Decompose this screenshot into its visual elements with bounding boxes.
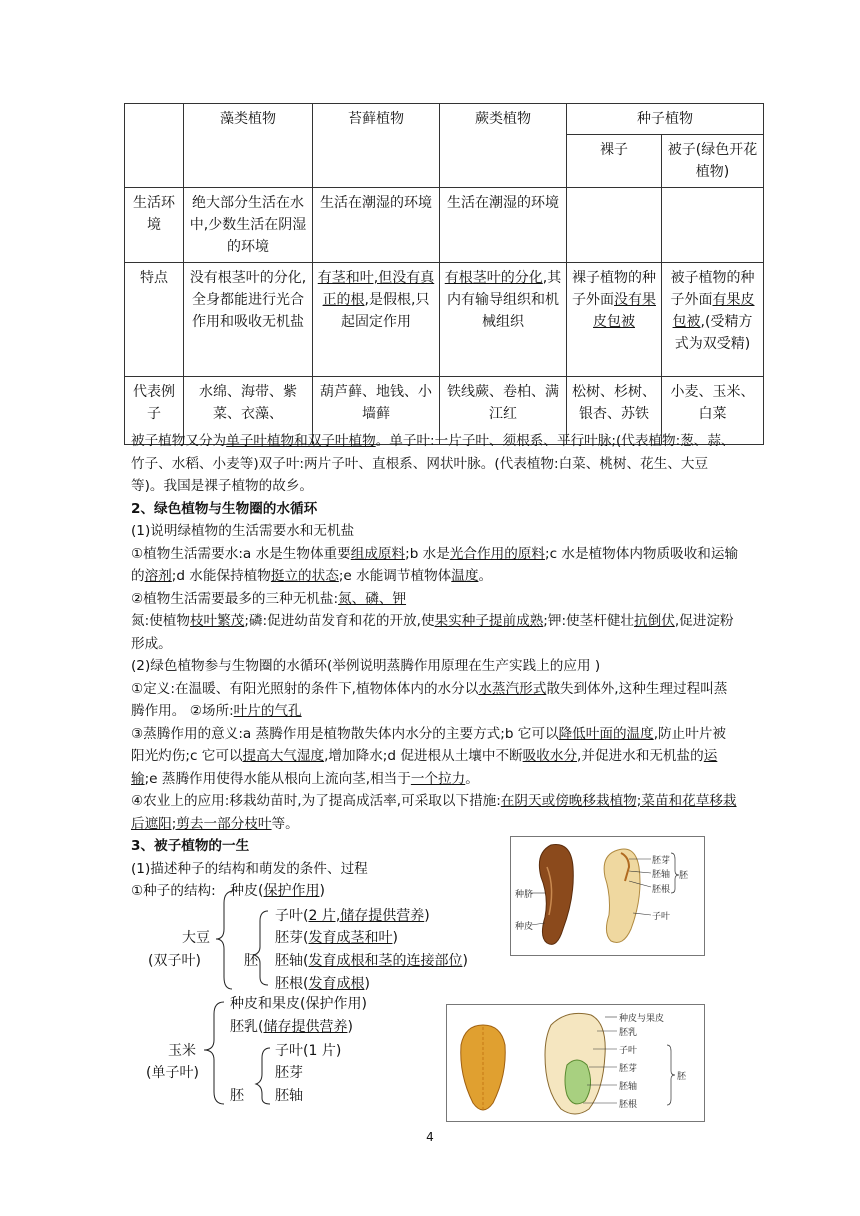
text: ) [319, 883, 325, 899]
label-coat-pericarp: 种皮与果皮 [619, 1014, 665, 1024]
table-header-row [125, 104, 764, 135]
table-header-empty [125, 104, 184, 188]
table-cell [313, 263, 440, 377]
table-cell: 绝大部分生活在水中,少数生活在阴湿的环境 [184, 188, 313, 263]
paragraph [131, 543, 739, 588]
text: 。单子叶:一片子叶、须根系、平行叶脉;(代表植物:葱、蒜、竹子、水稻、小麦等)双子叶:两片子叶、直根系、网状叶脉。(代表植物:白菜、桃树、花生、大豆等)。我国是裸子植物的故乡。 [131, 433, 735, 494]
underlined-text: 枝叶繁茂 [189, 613, 245, 629]
subsection-heading: (1)描述种子的结构和萌发的条件、过程 [131, 860, 368, 877]
text: 胚芽( [275, 930, 309, 946]
text: ,促进淀粉形成。 [131, 613, 734, 652]
text: ) [462, 953, 468, 969]
row-label: 生活环境 [125, 188, 184, 263]
table-cell: 铁线蕨、卷柏、满江红 [440, 377, 567, 445]
underlined-text: 氮、磷、钾 [338, 590, 407, 607]
underlined-text: 叶片的气孔 [233, 703, 302, 719]
corn-coat: 种皮和果皮(保护作用) [230, 996, 367, 1012]
table-cell: 水绵、海带、紫菜、衣藻、 [184, 377, 313, 445]
underlined-text: 温度 [451, 568, 479, 584]
corn-seed-figure [446, 1004, 705, 1122]
text: ;b 水是 [405, 545, 450, 562]
label-hypocotyl: 胚轴 [619, 1082, 638, 1092]
bean-embryo: 胚 [244, 953, 258, 969]
label-plumule: 胚芽 [619, 1064, 638, 1074]
corn-plumule: 胚芽 [275, 1065, 303, 1081]
bean-type: (双子叶) [148, 953, 201, 969]
subsection-heading: (2)绿色植物参与生物圈的水循环(举例说明蒸腾作用原理在生产实践上的应用 ) [131, 658, 601, 674]
paragraph [131, 790, 739, 835]
table-row [125, 188, 764, 263]
underlined-text: 有果皮包被 [672, 292, 755, 330]
text: 。 [478, 568, 493, 584]
text: ,防止叶片被阳光灼伤;c 它可以 [131, 725, 727, 764]
text: ;钾:使茎杆健壮 [543, 613, 635, 629]
label-plumule: 胚芽 [652, 856, 671, 866]
text: 种皮( [230, 883, 264, 899]
paragraph: ①种子的结构: [131, 883, 216, 899]
underlined-text: 储存提供营养 [263, 1019, 348, 1035]
text: ) [364, 976, 370, 992]
bean-hypocotyl [275, 950, 468, 973]
underlined-text: 有茎和叶,但没有真正的根 [317, 270, 435, 308]
table-cell: 生活在潮湿的环境 [313, 188, 440, 263]
cell-text: 被子植物的种子外面 [670, 270, 755, 308]
header-fern: 蕨类植物 [440, 104, 567, 188]
text: ;c 水是植物体内物质吸收和运输的 [131, 545, 739, 584]
underlined-text: 一个拉力 [410, 770, 466, 787]
paragraph [131, 610, 739, 655]
text: 等。 [271, 815, 299, 832]
label-seed-coat: 种皮 [515, 922, 534, 932]
text: ) [392, 930, 398, 946]
text: ) [347, 1019, 353, 1035]
corn-brace [196, 998, 276, 1110]
underlined-text: 发育成茎和叶 [308, 930, 393, 946]
underlined-text: 运输 [131, 748, 718, 787]
paragraph [131, 588, 739, 611]
cell-text: ,其内有输导组织和机械组织 [447, 270, 562, 330]
underlined-text: 水蒸汽形式 [478, 680, 547, 697]
text: 被子植物又分为 [131, 433, 227, 449]
cell-text: 裸子植物的种子外面 [572, 270, 656, 308]
plant-classification-table [124, 103, 764, 445]
header-gymnosperm: 裸子 [567, 135, 662, 188]
table-cell [662, 188, 764, 263]
label-cotyledon: 子叶 [652, 912, 671, 922]
underlined-text: 光合作用的原料 [449, 545, 545, 562]
corn-hypocotyl: 胚轴 [275, 1088, 303, 1104]
table-cell [440, 263, 567, 377]
header-seed-plants: 种子植物 [567, 104, 764, 135]
bean-cotyledon [275, 905, 430, 928]
underlined-text: 2 片,储存提供营养 [308, 908, 425, 924]
corn-name: 玉米 [168, 1043, 196, 1059]
subsection-heading: (1)说明绿植物的生活需要水和无机盐 [131, 523, 355, 539]
corn-embryo: 胚 [230, 1088, 244, 1104]
text: 胚乳( [230, 1019, 264, 1035]
underlined-text: 在阴天或傍晚移栽植物;菜苗和花草移栽后遮阳;剪去一部分枝叶 [131, 793, 737, 832]
underlined-text: 吸收水分 [522, 748, 578, 764]
table-cell [567, 263, 662, 377]
label-cotyledon: 子叶 [619, 1046, 638, 1056]
underlined-text: 有根茎叶的分化 [444, 270, 543, 286]
underlined-text: 单子叶植物和双子叶植物 [226, 433, 376, 449]
underlined-text: 果实种子提前成熟 [434, 613, 544, 629]
bean-plumule [275, 927, 398, 950]
underlined-text: 提高大气湿度 [242, 748, 325, 764]
body-text [131, 430, 739, 903]
underlined-text: 保护作用 [263, 883, 320, 899]
corn-type: (单子叶) [146, 1065, 199, 1081]
bean-name: 大豆 [182, 930, 210, 946]
underlined-text: 降低叶面的温度 [558, 725, 654, 742]
cell-text: ,是假根,只起固定作用 [341, 292, 430, 330]
label-radicle: 胚根 [619, 1100, 638, 1110]
section-heading: 2、绿色植物与生物圈的水循环 [131, 500, 318, 517]
label-embryo: 胚 [677, 1072, 687, 1082]
row-label: 特点 [125, 263, 184, 377]
cell-text: ,(受精方式为双受精) [674, 314, 753, 352]
label-embryo: 胚 [679, 871, 689, 881]
table-cell: 松树、杉树、银杏、苏铁 [567, 377, 662, 445]
table-cell: 小麦、玉米、白菜 [662, 377, 764, 445]
text: ,增加降水;d 促进根从土壤中不断 [324, 748, 523, 764]
text: ①定义:在温暖、有阳光照射的条件下,植物体体内的水分以 [131, 680, 479, 697]
text: ②植物生活需要最多的三种无机盐: [131, 590, 339, 607]
paragraph [131, 430, 739, 498]
text: ;d 水能保持植物 [171, 568, 271, 584]
text: 。 [465, 770, 479, 787]
underlined-text: 发育成根和茎的连接部位 [308, 953, 463, 969]
table-cell [567, 188, 662, 263]
underlined-text: 抗倒伏 [634, 613, 675, 629]
text: ;e 水能调节植物体 [338, 568, 452, 584]
row-label: 代表例子 [125, 377, 184, 445]
text: ①植物生活需要水:a 水是生物体重要 [131, 545, 351, 562]
corn-seed-illustration [447, 1005, 704, 1121]
section-heading: 3、被子植物的一生 [131, 838, 250, 854]
bean-seed-illustration [511, 837, 704, 955]
label-radicle: 胚根 [652, 885, 671, 895]
text: ;磷:促进幼苗发育和花的开放,使 [244, 613, 435, 629]
header-algae: 藻类植物 [184, 104, 313, 188]
paragraph [131, 723, 739, 791]
underlined-text: 没有果皮包被 [593, 292, 656, 330]
text: ,并促进水和无机盐的 [577, 748, 704, 764]
table-cell: 没有根茎叶的分化,全身都能进行光合作用和吸收无机盐 [184, 263, 313, 377]
text: 胚根( [275, 976, 309, 992]
paragraph [131, 678, 739, 723]
text: ) [424, 908, 430, 924]
text: 胚轴( [275, 953, 309, 969]
table-cell [662, 263, 764, 377]
label-endosperm: 胚乳 [619, 1028, 638, 1038]
header-moss: 苔藓植物 [313, 104, 440, 188]
text: 子叶( [275, 908, 309, 924]
page-number: 4 [426, 1130, 434, 1144]
table-cell: 葫芦藓、地钱、小墙藓 [313, 377, 440, 445]
underlined-text: 溶剂 [144, 568, 172, 584]
bean-seed-figure [510, 836, 705, 956]
text: 散失到体外,这种生理过程叫蒸腾作用。 ②场所: [131, 680, 728, 719]
text: ④农业上的应用:移栽幼苗时,为了提高成活率,可采取以下措施: [131, 793, 501, 809]
bean-brace [210, 885, 280, 995]
label-hypocotyl: 胚轴 [652, 870, 671, 880]
text: 氮:使植物 [131, 613, 190, 629]
underlined-text: 挺立的状态 [270, 568, 339, 584]
underlined-text: 发育成根 [308, 976, 365, 992]
header-angiosperm: 被子(绿色开花植物) [662, 135, 764, 188]
corn-cotyledon: 子叶(1 片) [275, 1043, 342, 1059]
underlined-text: 组成原料 [350, 545, 406, 562]
text: ;e 蒸腾作用使得水能从根向上流向茎,相当于 [144, 770, 411, 787]
table-row [125, 263, 764, 377]
text: ③蒸腾作用的意义:a 蒸腾作用是植物散失体内水分的主要方式;b 它可以 [131, 725, 559, 742]
label-hilum: 种脐 [515, 890, 534, 900]
table-cell: 生活在潮湿的环境 [440, 188, 567, 263]
